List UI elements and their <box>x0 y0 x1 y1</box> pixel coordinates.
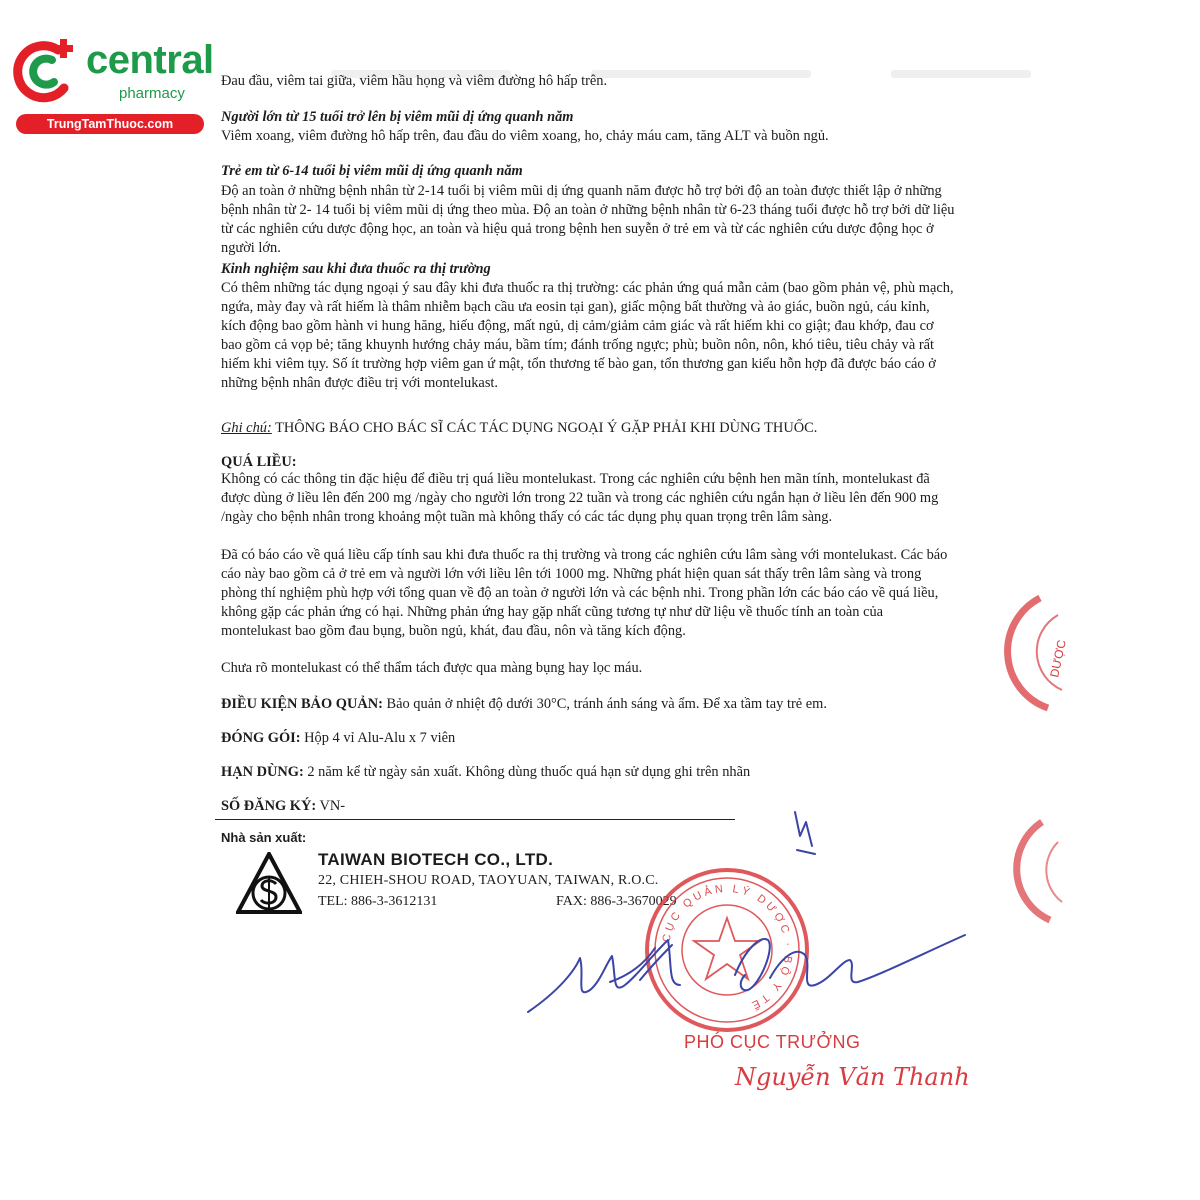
storage-text: Bảo quản ở nhiệt độ dưới 30°C, tránh ánh sáng và ẩm. Để xa tầm tay trẻ em. <box>382 696 827 712</box>
manufacturer-label: Nhà sản xuất: <box>221 830 307 845</box>
signatory-name: Nguyễn Văn Thanh <box>735 1063 970 1091</box>
company-tel: TEL: 886-3-3612131 <box>318 894 438 909</box>
paragraph-overdose-1: Không có các thông tin đặc hiệu để điều trị quá liều montelukast. Trong các nghiên cứu bệnh hen mãn tính, montelukast đã được dùng ở liều lên đến 200 mg /ngày cho người lớn trong 22 tuần và trong các nghiên cứu ngắn hạn ở liều lên đến 900 mg /ngày cho bệnh nhân trong khoảng một tuần mà không thấy có các tác dụng phụ quan trọng trên lâm sàng. <box>221 471 939 525</box>
expiry-line <box>221 763 956 782</box>
paragraph-children-6-14: Độ an toàn ở những bệnh nhân từ 2-14 tuổi bị viêm mũi dị ứng quanh năm được hỗ trợ bởi độ an toàn được thiết lập ở những bệnh nhân từ 2- 14 tuổi bị viêm mũi dị ứng theo mùa. Độ an toàn ở những bệnh nhân từ 6-23 tháng tuổi được hỗ trợ bởi dữ liệu từ các nghiên cứu dược động học, an toàn và hiệu quả trong bệnh hen suyễn ở trẻ em và từ các nghiên cứu dược động học ở người lớn. <box>221 183 955 256</box>
paragraph-adults-15: Viêm xoang, viêm đường hô hấp trên, đau đầu do viêm xoang, ho, chảy máu cam, tăng ALT và buồn ngủ. <box>221 128 829 144</box>
packaging-label: ĐÓNG GÓI: <box>221 730 301 746</box>
svg-text:CỤC QUẢN LÝ DƯỢC · BỘ Y TẾ <box>660 883 794 1013</box>
edge-stamp-text: DƯỢC <box>1047 638 1069 679</box>
heading-children-6-14: Trẻ em từ 6-14 tuổi bị viêm mũi dị ứng quanh năm <box>221 163 523 179</box>
storage-label: ĐIỀU KIỆN BẢO QUẢN: <box>221 696 383 712</box>
edge-stamp-upper <box>1008 598 1069 708</box>
pharmacy-logo-icon <box>8 36 88 110</box>
heading-adults-15: Người lớn từ 15 tuổi trở lên bị viêm mũi dị ứng quanh năm <box>221 109 574 125</box>
paragraph-post-marketing: Có thêm những tác dụng ngoại ý sau đây khi đưa thuốc ra thị trường: các phản ứng quá mẫn cảm (bao gồm phản vệ, phù mạch, ngứa, mày đay và rất hiếm là thâm nhiễm bạch cầu ưa eosin tại gan), giấc mộng bất thường và ảo giác, buồn ngủ, cáu kỉnh, kích động bao gồm hành vi hung hăng, hiếu động, mất ngủ, dị cảm/giảm cảm giác và rất hiếm khi co giật; đau khớp, đau cơ bao gồm cả vọp bẻ; tăng khuynh hướng chảy máu, bầm tím; đánh trống ngực; phù; buồn nôn, nôn, khó tiêu, tiêu chảy và rất hiếm khi viêm tụy. Số ít trường hợp viêm gan ứ mật, tổn thương tế bào gan, tổn thương gan kiểu hỗn hợp đã được báo cáo ở những bệnh nhân được điều trị với montelukast. <box>221 280 954 391</box>
stamp-ring-text: CỤC QUẢN LÝ DƯỢC · BỘ Y TẾ <box>660 882 795 1013</box>
heading-post-marketing: Kinh nghiệm sau khi đưa thuốc ra thị trường <box>221 261 491 277</box>
note-text: THÔNG BÁO CHO BÁC SĨ CÁC TÁC DỤNG NGOẠI Ý GẶP PHẢI KHI DÙNG THUỐC. <box>271 420 818 436</box>
edge-stamp-lower <box>1017 822 1062 920</box>
brand-website-badge[interactable]: TrungTamThuoc.com <box>16 114 204 134</box>
registration-line <box>221 797 956 816</box>
central-pharmacy-logo <box>8 36 218 141</box>
registration-text: VN- <box>316 798 346 814</box>
heading-overdose: QUÁ LIỀU: <box>221 454 297 470</box>
note-label: Ghi chú: <box>221 420 272 436</box>
storage-line <box>221 695 956 714</box>
company-address: 22, CHIEH-SHOU ROAD, TAOYUAN, TAIWAN, R.O.C. <box>318 873 659 888</box>
note-line <box>221 419 956 438</box>
company-logo-icon <box>236 852 302 916</box>
packaging-text: Hộp 4 vỉ Alu-Alu x 7 viên <box>300 730 456 746</box>
signature-strokes <box>528 812 965 1012</box>
signatory-title: PHÓ CỤC TRƯỞNG <box>684 1032 861 1052</box>
expiry-label: HẠN DÙNG: <box>221 764 304 780</box>
registration-label: SỐ ĐĂNG KÝ: <box>221 798 317 814</box>
brand-name: central <box>86 38 214 82</box>
paragraph-overdose-3: Chưa rõ montelukast có thể thẩm tách được qua màng bụng hay lọc máu. <box>221 660 643 676</box>
packaging-line <box>221 729 956 748</box>
brand-subtitle: pharmacy <box>119 85 185 102</box>
paragraph-overdose-2: Đã có báo cáo về quá liều cấp tính sau khi đưa thuốc ra thị trường và trong các nghiên cứu lâm sàng với montelukast. Các báo cáo này bao gồm cả ở trẻ em và người lớn với liều lên tới 1000 mg. Những phát hiện quan sát thấy trên lâm sàng và trong phòng thí nghiệm phù hợp với tổng quan về độ an toàn ở người lớn và các bệnh nhi. Trong phần lớn các báo cáo về quá liều, không gặp các phản ứng có hại. Những phản ứng hay gặp nhất cũng tương tự như dữ liệu về thuốc tính an toàn của montelukast bao gồm đau bụng, buồn ngủ, khát, đau đầu, nôn và tăng kích động. <box>221 547 948 639</box>
paragraph-adverse-children: Đau đầu, viêm tai giữa, viêm hầu họng và viêm đường hô hấp trên. <box>221 73 608 89</box>
company-fax: FAX: 886-3-3670029 <box>556 894 677 909</box>
expiry-text: 2 năm kể từ ngày sản xuất. Không dùng thuốc quá hạn sử dụng ghi trên nhãn <box>303 764 751 780</box>
company-name: TAIWAN BIOTECH CO., LTD. <box>318 850 554 869</box>
divider <box>215 819 735 820</box>
